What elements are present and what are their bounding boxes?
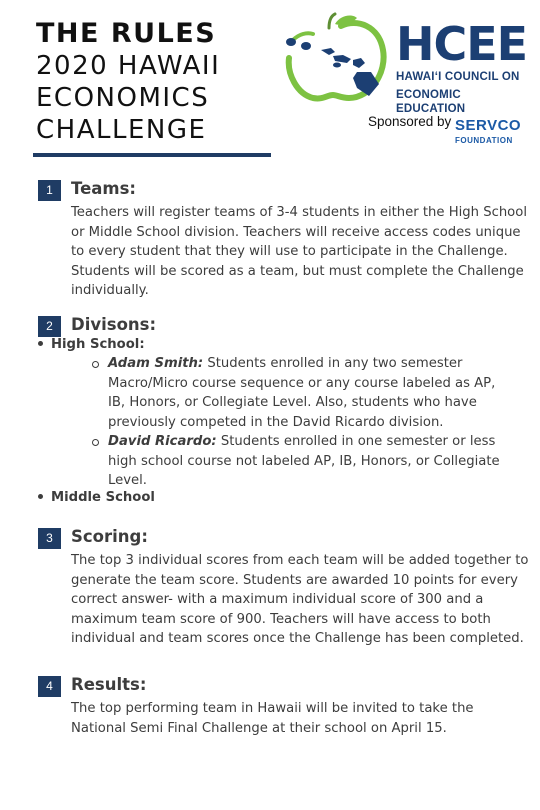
title-underline (33, 153, 271, 157)
circle-bullet-icon (92, 439, 99, 446)
page-title (36, 18, 220, 146)
list-subitem-adam-smith (92, 354, 512, 432)
bullet-icon (38, 341, 43, 346)
sponsor-label: Sponsored by (368, 114, 452, 129)
title-line: ECONOMICS (36, 83, 210, 113)
servco-logo (455, 118, 521, 146)
section-paragraph: The top 3 individual scores from each team will be added together to generate the team score. Students are awarded 10 points for every correct answer- with a maximum individual score of 300 and a maximum team score of 900. Teachers will have access to both individual and team scores once the Challenge has been completed. (71, 553, 529, 646)
section-number-badge: 1 (38, 180, 61, 201)
apple-hawaii-islands-icon (279, 12, 389, 104)
hcee-logo-mark: HCEE (396, 17, 528, 71)
list-subitem-david-ricardo (92, 432, 512, 491)
list-item-high-school (38, 335, 145, 355)
section-body (71, 551, 531, 649)
hcee-logo (396, 17, 528, 116)
section-title: Teams: (71, 179, 137, 198)
section-title: Results: (71, 675, 147, 694)
bullet-icon (38, 494, 43, 499)
section-number-badge: 3 (38, 528, 61, 549)
subdivision-text: Students enrolled in one semester or less high school course not labeled AP, IB, Honors, or Collegiate Level. (108, 434, 500, 488)
section-number-badge: 2 (38, 316, 61, 337)
subdivision-text: Students enrolled in any two semester Macro/Micro course sequence or any course labeled as AP, IB, Honors, or Collegiate Level. Also, students who have previously competed in the David Ricardo division. (108, 356, 496, 430)
division-label: Middle School (51, 490, 155, 505)
subdivision-label: Adam Smith: (108, 356, 204, 371)
section-paragraph: Teachers will register teams of 3-4 students in either the High School or Middle School division. Teachers will receive access codes unique to every student that they will use to participate in the Challenge. Students will be scored as a team, but must complete the Challenge individually. (71, 205, 527, 298)
section-body (71, 203, 531, 301)
section-body (71, 699, 531, 738)
servco-sub: FOUNDATION (455, 136, 513, 145)
section-paragraph: The top performing team in Hawaii will be invited to take the National Semi Final Challenge at their school on April 15. (71, 701, 474, 736)
list-item-middle-school (38, 488, 155, 508)
section-title: Scoring: (71, 527, 148, 546)
title-line: THE RULES (36, 18, 217, 49)
title-line: 2020 HAWAII (36, 51, 221, 81)
title-line: CHALLENGE (36, 115, 207, 145)
circle-bullet-icon (92, 361, 99, 368)
hcee-logo-line2: ECONOMIC EDUCATION (396, 89, 466, 115)
section-title: Divisons: (71, 315, 157, 334)
servco-name: SERVCO (455, 117, 522, 134)
hcee-logo-line1: HAWAI‘I COUNCIL ON (396, 71, 520, 83)
section-number-badge: 4 (38, 676, 61, 697)
division-label: High School: (51, 337, 145, 352)
subdivision-label: David Ricardo: (108, 434, 217, 449)
